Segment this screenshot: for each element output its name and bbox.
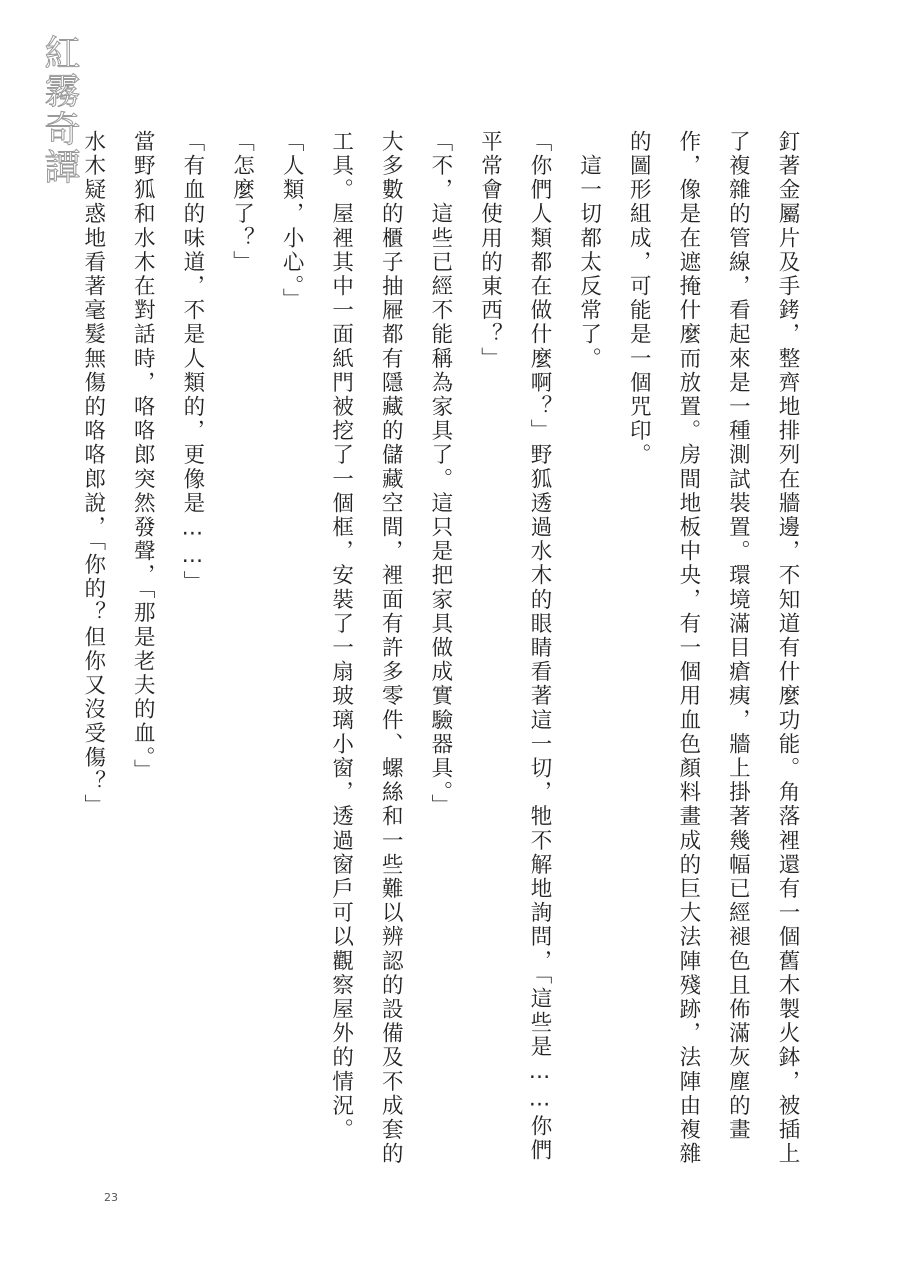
paragraph: 「怎麼了？」 xyxy=(229,130,255,275)
paragraph: 「有血的味道，不是人類的，更像是……」 xyxy=(179,130,205,595)
page-number: 23 xyxy=(104,1191,118,1204)
paragraph: 「人類，小心。」 xyxy=(279,130,305,313)
paragraph: 大多數的櫃子抽屜都有隱藏的儲藏空間，裡面有許多零件、螺絲和一些難以辨認的設備及不成套的工具。屋裡其中一面紙門被挖了一個框，安裝了一扇玻璃小窗，透過窗戶可以觀察屋外的情況。 xyxy=(328,130,404,1167)
book-title: 紅霧奇譚 xyxy=(39,34,80,186)
paragraph: 當野狐和水木在對話時，咯咯郎突然發聲，「那是老夫的血。」 xyxy=(130,130,156,784)
paragraph: 「不，這些已經不能稱為家具了。這只是把家具做成實驗器具。」 xyxy=(427,130,453,819)
paragraph: 水木疑惑地看著毫髮無傷的咯咯郎說，「你的？但你又沒受傷？」 xyxy=(80,130,106,819)
paragraph: 「你們人類都在做什麼啊？」野狐透過水木的眼睛看著這一切，牠不解地詢問，「這些是……你們平常會使用的東西？」 xyxy=(477,130,553,1163)
body-text xyxy=(80,130,812,1180)
paragraph: 這一切都太反常了。 xyxy=(576,130,602,371)
paragraph: 釘著金屬片及手銬，整齊地排列在牆邊，不知道有什麼功能。角落裡還有一個舊木製火鉢，被插上了複雜的管線，看起來是一種測試裝置。環境滿目瘡痍，牆上掛著幾幅已經褪色且佈滿灰塵的畫作，像是在遮掩什麼而放置。房間地板中央，有一個用血色顏料畫成的巨大法陣殘跡，法陣由複雜的圖形組成，可能是一個咒印。 xyxy=(626,130,800,1167)
